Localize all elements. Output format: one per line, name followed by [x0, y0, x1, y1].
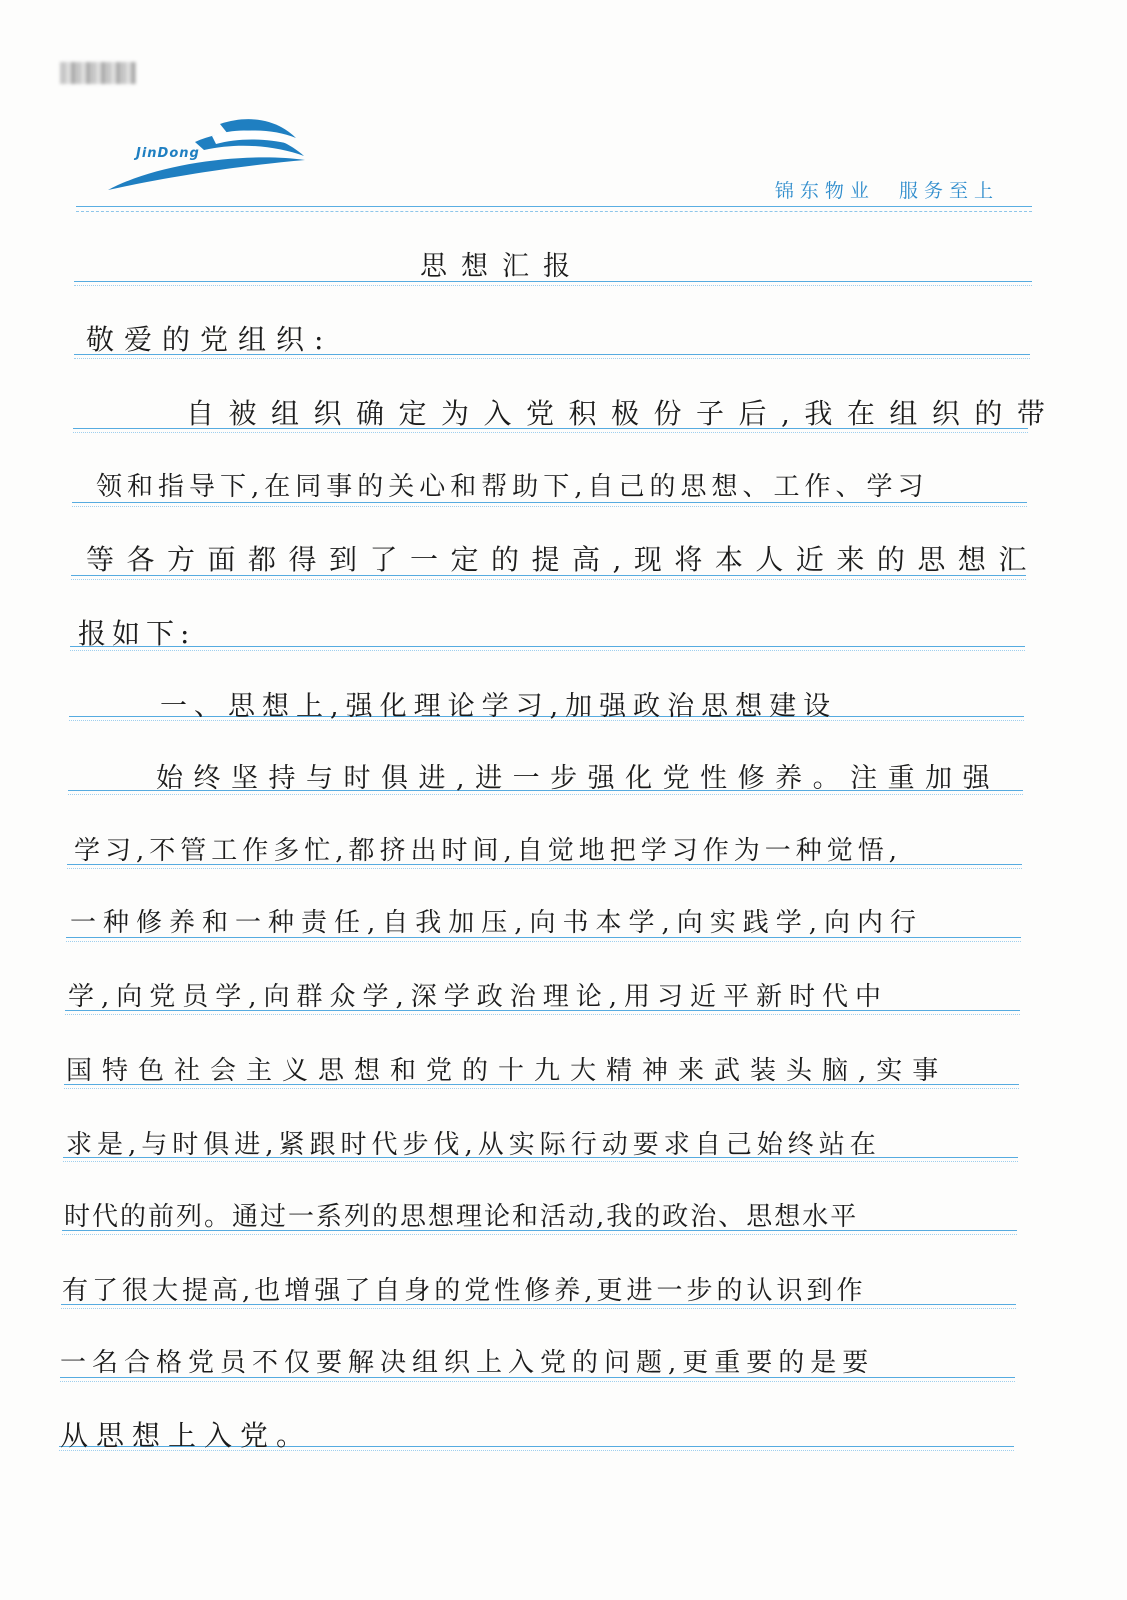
letter-line: 从思想上入党。: [60, 1419, 313, 1452]
letter-line: 一名合格党员不仅要解决组织上入党的问题,更重要的是要: [60, 1348, 875, 1378]
letter-title: 思想汇报: [420, 251, 584, 282]
slogan: 锦东物业 服务至上: [774, 180, 999, 202]
letter-line: 始终坚持与时俱进,进一步强化党性修养。注重加强: [156, 763, 1001, 794]
letter-line: 自被组织确定为入党积极份子后,我在组织的带: [186, 397, 1060, 430]
letter-line: 学,向党员学,向群众学,深学政治理论,用习近平新时代中: [68, 982, 889, 1012]
letter-line: 学习,不管工作多忙,都挤出时间,自觉地把学习作为一种觉悟,: [74, 836, 903, 866]
letter-line: 求是,与时俱进,紧跟时代步伐,从实际行动要求自己始终站在: [66, 1130, 881, 1160]
ruled-line: [70, 646, 1025, 647]
letter-line: 国特色社会主义思想和党的十九大精神来武装头脑,实事: [66, 1056, 949, 1086]
header-rule-dashed: [76, 211, 1032, 212]
header-rule: [76, 206, 1032, 207]
logo-text: JinDong: [136, 146, 200, 161]
redacted-mark: [60, 62, 136, 84]
letter-line: 报如下:: [78, 617, 196, 650]
letter-line: 时代的前列。通过一系列的思想理论和活动,我的政治、思想水平: [64, 1202, 859, 1232]
jindong-logo-icon: [100, 112, 310, 202]
section-heading: 一、思想上,强化理论学习,加强政治思想建设: [160, 691, 838, 722]
letter-line: 等各方面都得到了一定的提高,现将本人近来的思想汇: [86, 543, 1039, 576]
letter-line: 敬爱的党组织:: [86, 323, 334, 356]
letter-line: 有了很大提高,也增强了自身的党性修养,更进一步的认识到作: [62, 1276, 867, 1306]
letter-line: 领和指导下,在同事的关心和帮助下,自己的思想、工作、学习: [96, 472, 929, 502]
letter-line: 一种修养和一种责任,自我加压,向书本学,向实践学,向内行: [70, 908, 924, 938]
